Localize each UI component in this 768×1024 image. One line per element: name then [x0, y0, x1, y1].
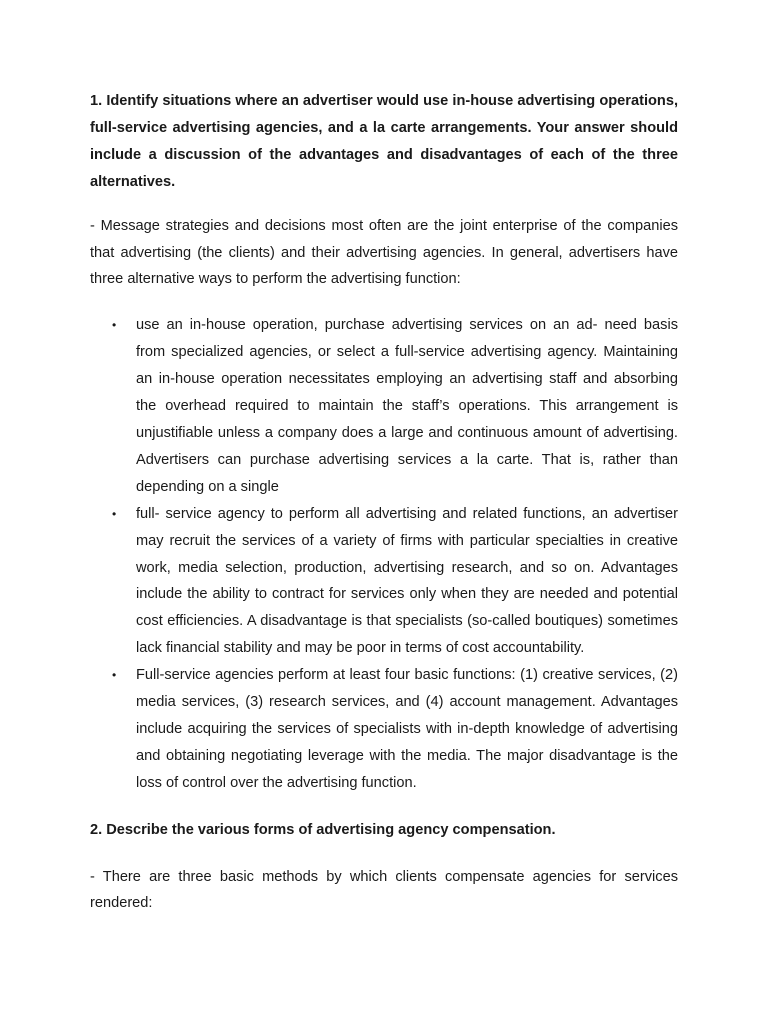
bullet-item-1: [90, 312, 678, 500]
bullet-list: [90, 312, 678, 796]
question-2-heading: 2. Describe the various forms of advertising agency compensation.: [90, 821, 556, 838]
bullet-icon: •: [112, 668, 117, 683]
bullet-item-3: [90, 662, 678, 797]
question-1-heading: 1. Identify situations where an advertiser would use in-house advertising operations, full-service advertising agencies, and a la carte arrangements. Your answer should include a discussion of the advantages and disadvantages of each of the three alternatives.: [90, 93, 678, 190]
bullet-item-1-text: use an in-house operation, purchase advertising services on an ad- need basis from specialized agencies, or select a full-service advertising agency. Maintaining an in-house operation necessitates employing an advertising staff and absorbing the overhead required to maintain the staff’s operations. This arrangement is unjustifiable unless a company does a large and continuous amount of advertising. Advertisers can purchase advertising services a la carte. That is, rather than depending on a single: [136, 317, 678, 495]
bullet-icon: •: [112, 318, 117, 333]
bullet-icon: •: [112, 506, 117, 521]
answer-2-paragraph: - There are three basic methods by which clients compensate agencies for services rendered:: [90, 868, 678, 912]
bullet-item-2: [90, 501, 678, 662]
bullet-item-3-text: Full-service agencies perform at least four basic functions: (1) creative services, (2) media services, (3) research services, and (4) account management. Advantages include acquiring the services of specialists with in-depth knowledge of advertising and obtaining negotiating leverage with the media. The major disadvantage is the loss of control over the advertising function.: [136, 667, 678, 791]
bullet-item-2-text: full- service agency to perform all advertising and related functions, an advertiser may recruit the services of a variety of firms with particular specialties in creative work, media selection, production, advertising research, and so on. Advantages include the ability to contract for services only when they are needed and potential cost efficiencies. A disadvantage is that specialists (so-called boutiques) sometimes lack financial stability and may be poor in terms of cost accountability.: [136, 505, 678, 657]
intro-paragraph: - Message strategies and decisions most often are the joint enterprise of the companies that advertising (the clients) and their advertising agencies. In general, advertisers have three alternative ways to perform the advertising function:: [90, 217, 678, 288]
